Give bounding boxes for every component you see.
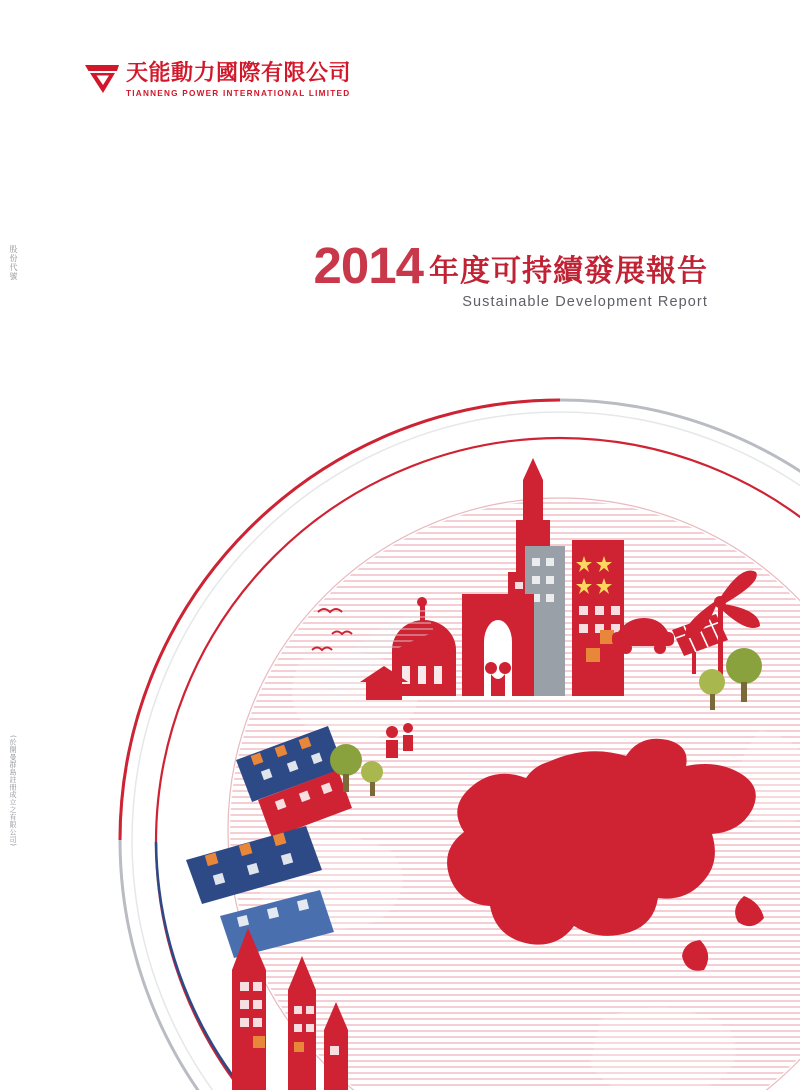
side-note-cn: 股份代號: [9, 245, 18, 281]
tianneng-v-mark-icon: [84, 62, 120, 96]
company-name-en: TIANNENG POWER INTERNATIONAL LIMITED: [126, 88, 351, 98]
cover-title-block: [313, 237, 708, 311]
company-name-cn: 天能動力國際有限公司: [126, 61, 352, 86]
cover-artwork: [0, 330, 800, 1090]
side-note-en: (於開曼群島註冊成立之有限公司): [9, 735, 17, 847]
report-title-cn: 年度可持續發展報告: [429, 254, 708, 290]
report-title-en: Sustainable Development Report: [462, 294, 708, 311]
report-year: 2014: [313, 237, 423, 294]
globe-illustration: [0, 330, 800, 1090]
title-main-row: [313, 237, 708, 294]
logo-text-block: [126, 62, 351, 98]
company-logo: [84, 62, 351, 98]
